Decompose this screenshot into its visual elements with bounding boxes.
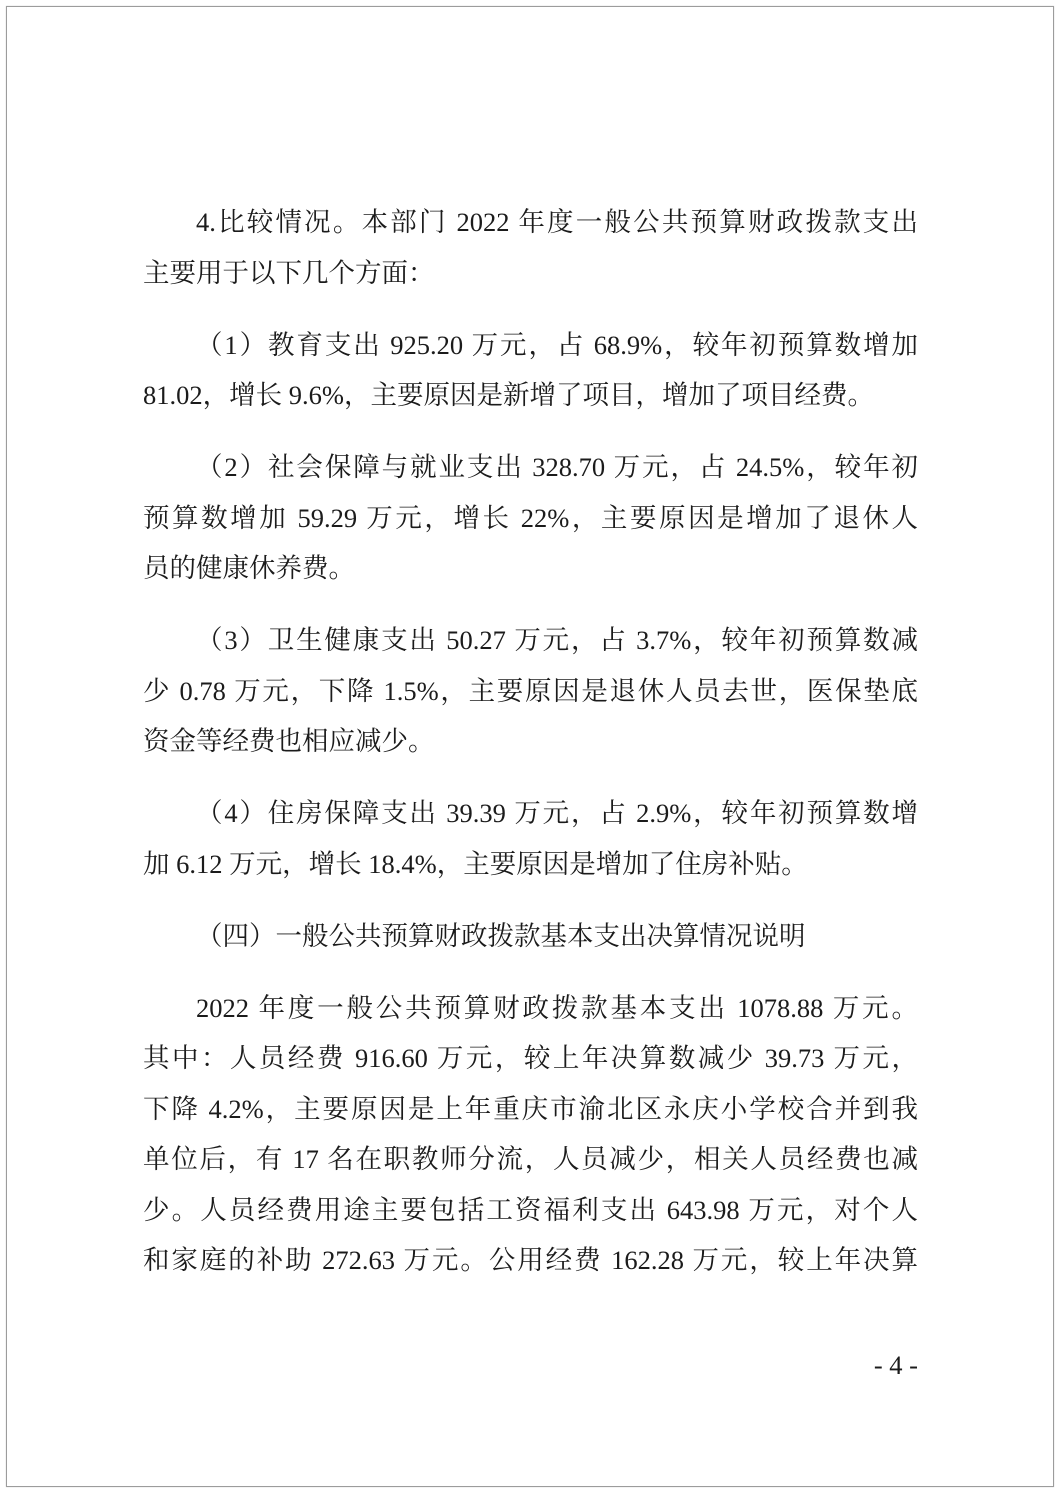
section-heading-text: （四）一般公共预算财政拨款基本支出决算情况说明 — [196, 920, 806, 951]
paragraph-comparison-intro — [143, 197, 918, 298]
text-line: 2022 年度一般公共预算财政拨款基本支出 1078.88 万元。 — [196, 992, 918, 1023]
text-line: （2）社会保障与就业支出 328.70 万元，占 24.5%，较年初 — [196, 452, 918, 482]
paragraph-item-4-housing — [143, 788, 918, 889]
text-line: （4）住房保障支出 39.39 万元，占 2.9%，较年初预算数增 — [196, 798, 918, 828]
text-line: （3）卫生健康支出 50.27 万元，占 3.7%，较年初预算数减 — [196, 625, 918, 655]
paragraph-basic-expenditure — [143, 983, 918, 1286]
text-line: 加 6.12 万元，增长 18.4%，主要原因是增加了住房补贴。 — [143, 848, 808, 879]
paragraph-item-2-social-security — [143, 442, 918, 594]
text-line: 81.02，增长 9.6%，主要原因是新增了项目，增加了项目经费。 — [143, 380, 874, 410]
paragraph-item-1-education — [143, 320, 918, 421]
text-line: 少 0.78 万元，下降 1.5%，主要原因是退休人员去世，医保垫底 — [143, 675, 918, 706]
text-line: 主要用于以下几个方面： — [143, 257, 435, 288]
text-line: 4.比较情况。本部门 2022 年度一般公共预算财政拨款支出 — [196, 207, 918, 237]
text-line: 单位后，有 17 名在职教师分流，人员减少，相关人员经费也减 — [143, 1144, 918, 1174]
text-line: 和家庭的补助 272.63 万元。公用经费 162.28 万元，较上年决算 — [143, 1245, 918, 1275]
text-line: 预算数增加 59.29 万元，增长 22%，主要原因是增加了退休人 — [143, 502, 918, 533]
page-number: - 4 - — [873, 1350, 918, 1380]
text-line: 其中：人员经费 916.60 万元，较上年决算数减少 39.73 万元， — [143, 1043, 918, 1073]
paragraph-item-3-health — [143, 615, 918, 767]
text-line: 少。人员经费用途主要包括工资福利支出 643.98 万元，对个人 — [143, 1194, 918, 1225]
text-line: （1）教育支出 925.20 万元，占 68.9%，较年初预算数增加 — [196, 329, 918, 360]
document-body — [143, 197, 918, 1307]
section-heading — [143, 911, 918, 962]
text-line: 员的健康休养费。 — [143, 553, 355, 583]
text-line: 资金等经费也相应减少。 — [143, 726, 435, 756]
text-line: 下降 4.2%，主要原因是上年重庆市渝北区永庆小学校合并到我 — [143, 1093, 918, 1124]
